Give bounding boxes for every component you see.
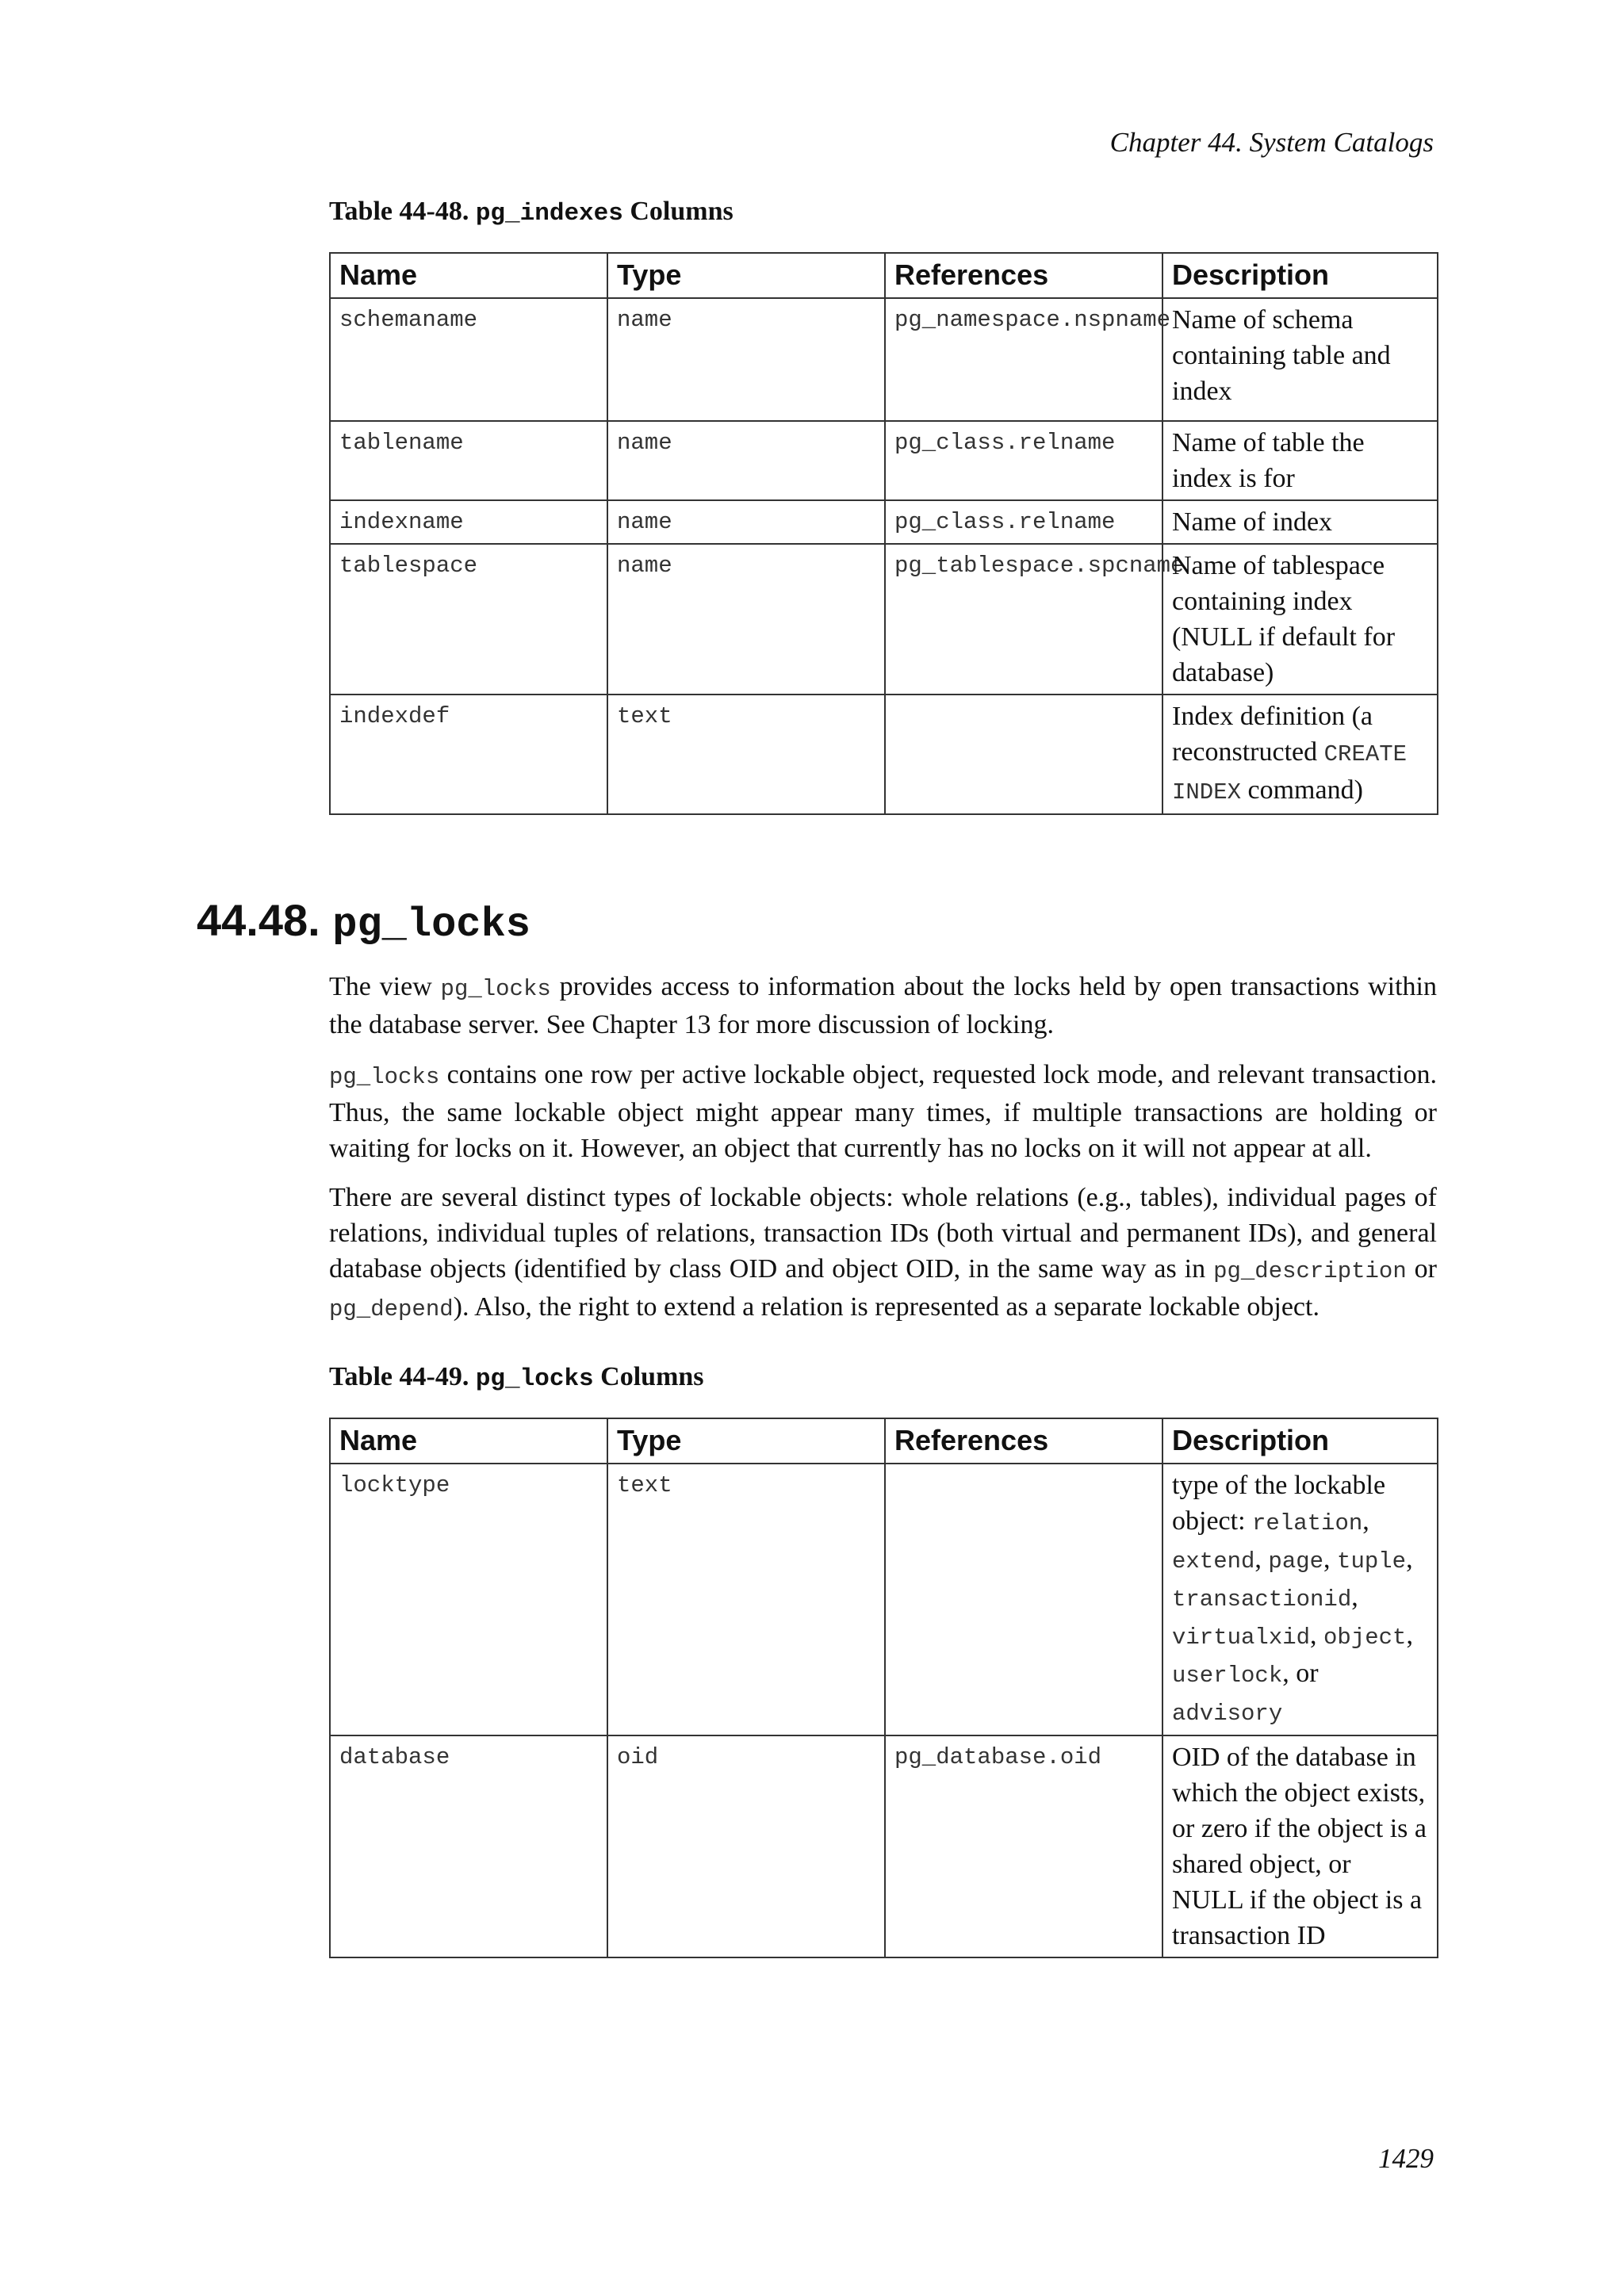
column-header-name: Name <box>330 1418 607 1464</box>
table-header-row <box>330 253 1438 298</box>
para-text: contains one row per active lockable object, requested lock mode, and relevant transaction. Thus, the same lockable object might appear many times, if multiple transactions are holding or waiting for locks on it. However, an object that currently has no locks on it will not appear at all. <box>329 1060 1437 1163</box>
cell-type: text <box>607 695 885 814</box>
table-row <box>330 544 1438 695</box>
desc-code: CREATE INDEX <box>1172 741 1408 806</box>
cell-description: OID of the database in which the object exists, or zero if the object is a shared object, or NULL if the object is a transaction ID <box>1162 1735 1438 1957</box>
paragraph-rows <box>329 1057 1437 1166</box>
table-caption-pg-indexes <box>329 197 733 228</box>
table-row <box>330 421 1438 500</box>
cell-type: oid <box>607 1735 885 1957</box>
inline-code: pg_description <box>1213 1258 1407 1284</box>
pg-locks-columns-table <box>329 1418 1438 1958</box>
cell-type: name <box>607 500 885 544</box>
cell-references: pg_class.relname <box>885 421 1162 500</box>
table-row <box>330 298 1438 421</box>
lock-type-code: transactionid <box>1172 1586 1352 1613</box>
cell-references: pg_tablespace.spcname <box>885 544 1162 695</box>
paragraph-lockable-types <box>329 1180 1437 1327</box>
cell-name: indexdef <box>330 695 607 814</box>
cell-description: Name of index <box>1162 500 1438 544</box>
cell-description <box>1162 1464 1438 1735</box>
table-caption-pg-locks <box>329 1362 704 1393</box>
desc-separator: , <box>1406 1544 1413 1574</box>
column-header-type: Type <box>607 253 885 298</box>
cell-type: text <box>607 1464 885 1735</box>
para-text: provides access to information about the locks held by open transactions within the database server. See Chapter 13 for more discussion of locking. <box>329 972 1437 1039</box>
running-header: Chapter 44. System Catalogs <box>1109 127 1434 158</box>
inline-code: pg_locks <box>329 1064 440 1090</box>
cell-name: indexname <box>330 500 607 544</box>
table-row <box>330 695 1438 814</box>
column-header-description: Description <box>1162 253 1438 298</box>
desc-separator: , or <box>1282 1659 1319 1688</box>
cell-name: tablename <box>330 421 607 500</box>
caption-prefix: Table 44-49. <box>329 1362 469 1391</box>
paragraph-intro <box>329 969 1437 1043</box>
caption-suffix: Columns <box>600 1362 704 1391</box>
desc-text: command) <box>1241 775 1363 805</box>
para-text: or <box>1406 1254 1437 1284</box>
cell-description: Name of table the index is for <box>1162 421 1438 500</box>
table-row <box>330 500 1438 544</box>
column-header-type: Type <box>607 1418 885 1464</box>
para-text: ). Also, the right to extend a relation is represented as a separate lockable object. <box>453 1292 1320 1322</box>
desc-separator: , <box>1310 1621 1324 1650</box>
para-text: There are several distinct types of lockable objects: whole relations (e.g., tables), individual pages of relations, individual tuples of relations, transaction IDs (both virtual and permanent IDs), and general database objects (identified by class OID and object OID, in the same way as in <box>329 1183 1437 1284</box>
cell-references <box>885 1464 1162 1735</box>
table-row <box>330 1735 1438 1957</box>
cell-references <box>885 695 1162 814</box>
column-header-references: References <box>885 1418 1162 1464</box>
desc-text: Index definition (a reconstructed <box>1172 702 1373 767</box>
cell-name: locktype <box>330 1464 607 1735</box>
lock-type-code: page <box>1268 1548 1324 1575</box>
cell-name: schemaname <box>330 298 607 421</box>
cell-name: tablespace <box>330 544 607 695</box>
caption-code: pg_indexes <box>475 200 623 228</box>
para-text: The view <box>329 972 441 1001</box>
lock-type-code: tuple <box>1337 1548 1407 1575</box>
section-heading <box>197 894 530 948</box>
desc-text: type of the lockable object: <box>1172 1471 1386 1536</box>
cell-description: Name of schema containing table and index <box>1162 298 1438 421</box>
table-row <box>330 1464 1438 1735</box>
lock-type-code: relation <box>1252 1510 1363 1536</box>
desc-separator: , <box>1362 1506 1369 1536</box>
section-number: 44.48. <box>197 895 320 945</box>
column-header-name: Name <box>330 253 607 298</box>
cell-name: database <box>330 1735 607 1957</box>
page-number: 1429 <box>1378 2143 1434 2174</box>
column-header-references: References <box>885 253 1162 298</box>
cell-references: pg_namespace.nspname <box>885 298 1162 421</box>
cell-type: name <box>607 298 885 421</box>
cell-description <box>1162 695 1438 814</box>
cell-references: pg_class.relname <box>885 500 1162 544</box>
lock-type-code: virtualxid <box>1172 1624 1311 1651</box>
lock-type-code: object <box>1323 1624 1407 1651</box>
pg-indexes-columns-table <box>329 252 1438 815</box>
desc-separator: , <box>1254 1544 1269 1574</box>
caption-prefix: Table 44-48. <box>329 197 469 226</box>
caption-code: pg_locks <box>475 1365 594 1393</box>
lock-type-code: userlock <box>1172 1663 1283 1689</box>
inline-code: pg_locks <box>440 976 551 1002</box>
section-code: pg_locks <box>332 901 530 948</box>
lock-type-code: advisory <box>1172 1701 1283 1727</box>
cell-description: Name of tablespace containing index (NULL if default for database) <box>1162 544 1438 695</box>
cell-type: name <box>607 544 885 695</box>
cell-references: pg_database.oid <box>885 1735 1162 1957</box>
table-header-row <box>330 1418 1438 1464</box>
desc-separator: , <box>1406 1621 1413 1650</box>
desc-separator: , <box>1351 1582 1358 1612</box>
desc-separator: , <box>1323 1544 1338 1574</box>
column-header-description: Description <box>1162 1418 1438 1464</box>
inline-code: pg_depend <box>329 1296 454 1322</box>
cell-type: name <box>607 421 885 500</box>
caption-suffix: Columns <box>630 197 733 226</box>
lock-type-code: extend <box>1172 1548 1255 1575</box>
